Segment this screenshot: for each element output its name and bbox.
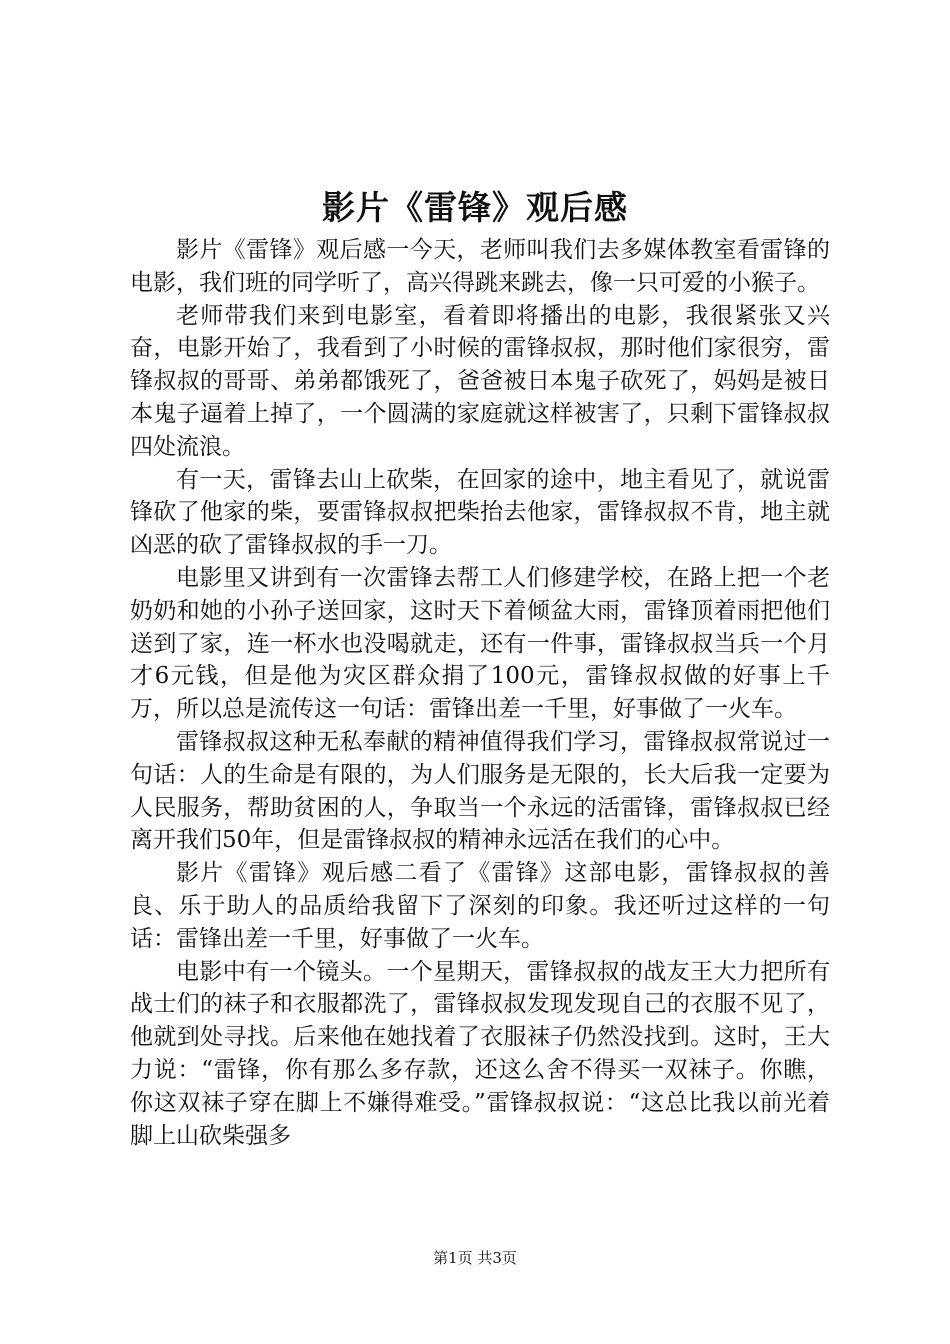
document-title: 影片《雷锋》观后感 <box>322 188 628 227</box>
paragraph: 影片《雷锋》观后感二看了《雷锋》这部电影，雷锋叔叔的善良、乐于助人的品质给我留下了深刻的印象。我还听过这样的一句话：雷锋出差一千里，好事做了一火车。 <box>130 860 830 952</box>
paragraph: 电影里又讲到有一次雷锋去帮工人们修建学校，在路上把一个老奶奶和她的小孙子送回家，这时天下着倾盆大雨，雷锋顶着雨把他们送到了家，连一杯水也没喝就走，还有一件事，雷锋叔叔当兵一个月才6元钱，但是他为灾区群众捐了100元，雷锋叔叔做的好事上千万，所以总是流传这一句话：雷锋出差一千里，好事做了一火车。 <box>130 564 830 723</box>
document-body <box>130 234 830 1194</box>
paragraph: 影片《雷锋》观后感一今天，老师叫我们去多媒体教室看雷锋的电影，我们班的同学听了，高兴得跳来跳去，像一只可爱的小猴子。 <box>130 237 830 296</box>
paragraph: 雷锋叔叔这种无私奉献的精神值得我们学习，雷锋叔叔常说过一句话：人的生命是有限的，为人们服务是无限的，长大后我一定要为人民服务，帮助贫困的人，争取当一个永远的活雷锋，雷锋叔叔已经离开我们50年，但是雷锋叔叔的精神永远活在我们的心中。 <box>130 728 830 854</box>
paragraph: 老师带我们来到电影室，看着即将播出的电影，我很紧张又兴奋，电影开始了，我看到了小时候的雷锋叔叔，那时他们家很穷，雷锋叔叔的哥哥、弟弟都饿死了，爸爸被日本鬼子砍死了，妈妈是被日本鬼子逼着上掉了，一个圆满的家庭就这样被害了，只剩下雷锋叔叔四处流浪。 <box>130 302 830 460</box>
paragraph: 有一天，雷锋去山上砍柴，在回家的途中，地主看见了，就说雷锋砍了他家的柴，要雷锋叔叔把柴抬去他家，雷锋叔叔不肯，地主就凶恶的砍了雷锋叔叔的手一刀。 <box>130 466 830 559</box>
paragraph: 电影中有一个镜头。一个星期天，雷锋叔叔的战友王大力把所有战士们的袜子和衣服都洗了，雷锋叔叔发现发现自己的衣服不见了，他就到处寻找。后来他在她找着了衣服袜子仍然没找到。这时，王大力说：“雷锋，你有那么多存款，还这么舍不得买一双袜子。你瞧，你这双袜子穿在脚上不嫌得难受。”雷锋叔叔说：“这总比我以前光着脚上山砍柴强多 <box>130 958 830 1149</box>
page-number-footer: 第1页 共3页 <box>433 1249 517 1267</box>
